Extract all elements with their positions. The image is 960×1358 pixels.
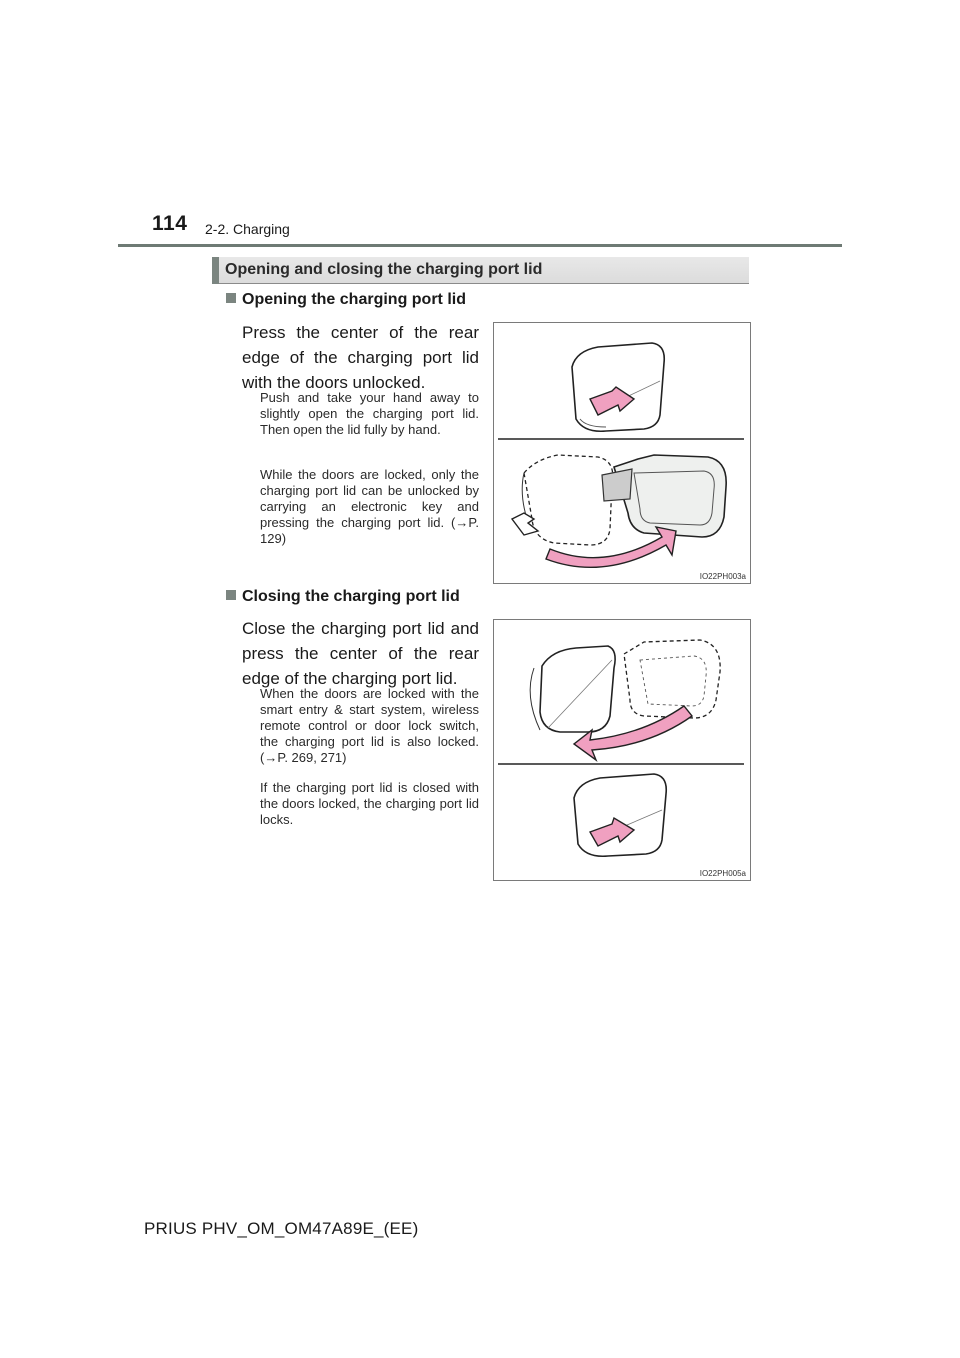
footer-manual-code: PRIUS PHV_OM_OM47A89E_(EE) <box>144 1219 419 1238</box>
opening-instruction: Press the center of the rear edge of the charging port lid with the doors unlocked. <box>242 323 479 392</box>
closing-note-1: When the doors are locked with the smart entry & start system, wireless remote control or door lock switch, the charging port lid is also locked. (→P. 269, 271) <box>260 686 479 765</box>
subheading-closing-text: Closing the charging port lid <box>242 588 460 605</box>
section-heading: Opening and closing the charging port lid <box>225 261 543 278</box>
section-heading-bar <box>212 257 749 284</box>
square-bullet-icon <box>226 293 236 303</box>
square-bullet-icon <box>226 590 236 600</box>
closing-lid-illustration <box>494 620 750 880</box>
opening-note-1: Push and take your hand away to slightly open the charging port lid. Then open the lid fully by hand. <box>260 390 479 437</box>
page-number: 114 <box>152 212 188 235</box>
closing-note-2: If the charging port lid is closed with the doors locked, the charging port lid locks. <box>260 780 479 827</box>
opening-note-2: While the doors are locked, only the charging port lid can be unlocked by carrying an electronic key and pressing the charging port lid. (→P. 129) <box>260 467 479 546</box>
closing-instruction: Close the charging port lid and press the center of the rear edge of the charging port lid. <box>242 619 479 688</box>
header-rule <box>118 244 842 247</box>
figure-closing-lid <box>493 619 751 881</box>
section-title: 2-2. Charging <box>205 221 290 237</box>
figure-opening-lid <box>493 322 751 584</box>
figure-id-closing: IO22PH005a <box>699 869 746 878</box>
heading-tab-marker <box>212 257 219 284</box>
subheading-closing <box>226 588 460 606</box>
figure-id-opening: IO22PH003a <box>699 572 746 581</box>
opening-lid-illustration <box>494 323 750 583</box>
subheading-opening <box>226 291 466 309</box>
subheading-opening-text: Opening the charging port lid <box>242 291 466 308</box>
